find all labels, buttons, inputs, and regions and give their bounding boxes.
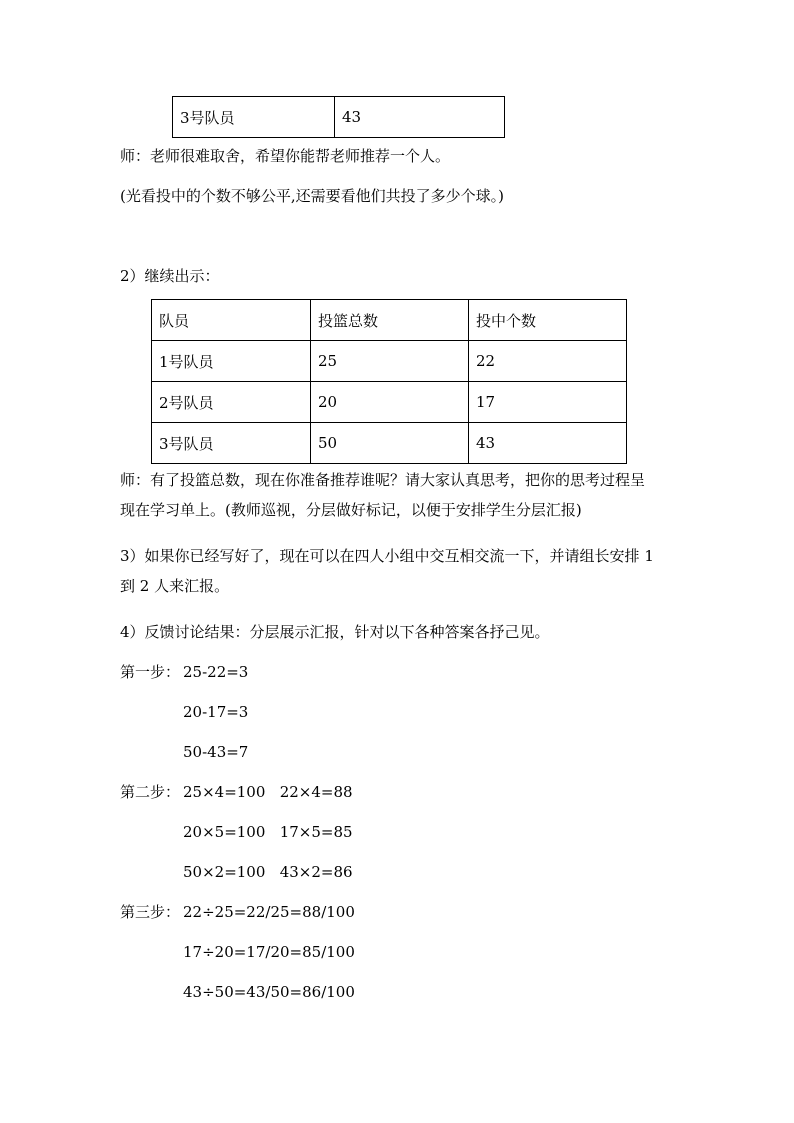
step-two-line: 25×4=100 22×4=88: [183, 783, 353, 801]
teacher-paragraph-2-line-2: 现在学习单上。(教师巡视，分层做好标记，以便于安排学生分层汇报): [120, 501, 582, 519]
step-three-line: 43÷50=43/50=86/100: [183, 983, 355, 1001]
step-one-line: 25-22=3: [183, 663, 249, 681]
step-three-line: 17÷20=17/20=85/100: [183, 943, 355, 961]
table-header-cell: 投篮总数: [311, 300, 469, 341]
teacher-paragraph-2-line-1: 师：有了投篮总数，现在你准备推荐谁呢？请大家认真思考，把你的思考过程呈: [120, 471, 646, 489]
step-one-line: 50-43=7: [183, 743, 249, 761]
step-one-line: 20-17=3: [183, 703, 249, 721]
table-header-cell: 队员: [152, 300, 311, 341]
table-row: [152, 382, 627, 423]
note-paragraph-1: (光看投中的个数不够公平,还需要看他们共投了多少个球。): [120, 187, 504, 205]
table-cell: 20: [311, 382, 469, 423]
table-cell: 17: [469, 382, 627, 423]
table-header-row: [152, 300, 627, 341]
table-cell: 25: [311, 341, 469, 382]
step-two-label: 第二步：: [120, 783, 181, 801]
table-row: [152, 341, 627, 382]
table-row: [173, 97, 505, 138]
paragraph-3-line-1: 3）如果你已经写好了，现在可以在四人小组中交互相交流一下，并请组长安排 1: [120, 547, 654, 565]
table-header-cell: 投中个数: [469, 300, 627, 341]
step-three-label: 第三步：: [120, 903, 181, 921]
paragraph-4: 4）反馈讨论结果：分层展示汇报，针对以下各种答案各抒己见。: [120, 623, 550, 641]
teacher-paragraph-1: 师：老师很难取舍，希望你能帮老师推荐一个人。: [120, 147, 451, 165]
table-cell: 43: [469, 423, 627, 464]
table-cell: 50: [311, 423, 469, 464]
step-two-line: 50×2=100 43×2=86: [183, 863, 353, 881]
step-one-label: 第一步：: [120, 663, 181, 681]
table-cell: 3号队员: [173, 97, 335, 138]
table-cell: 43: [335, 97, 505, 138]
step-2-heading: 2）继续出示：: [120, 267, 220, 285]
step-two-line: 20×5=100 17×5=85: [183, 823, 353, 841]
table-cell: 22: [469, 341, 627, 382]
table-player3-partial: [172, 96, 505, 138]
table-shooting-stats: [151, 299, 627, 464]
step-three-line: 22÷25=22/25=88/100: [183, 903, 355, 921]
table-cell: 3号队员: [152, 423, 311, 464]
table-cell: 2号队员: [152, 382, 311, 423]
table-cell: 1号队员: [152, 341, 311, 382]
table-row: [152, 423, 627, 464]
paragraph-3-line-2: 到 2 人来汇报。: [120, 577, 230, 595]
